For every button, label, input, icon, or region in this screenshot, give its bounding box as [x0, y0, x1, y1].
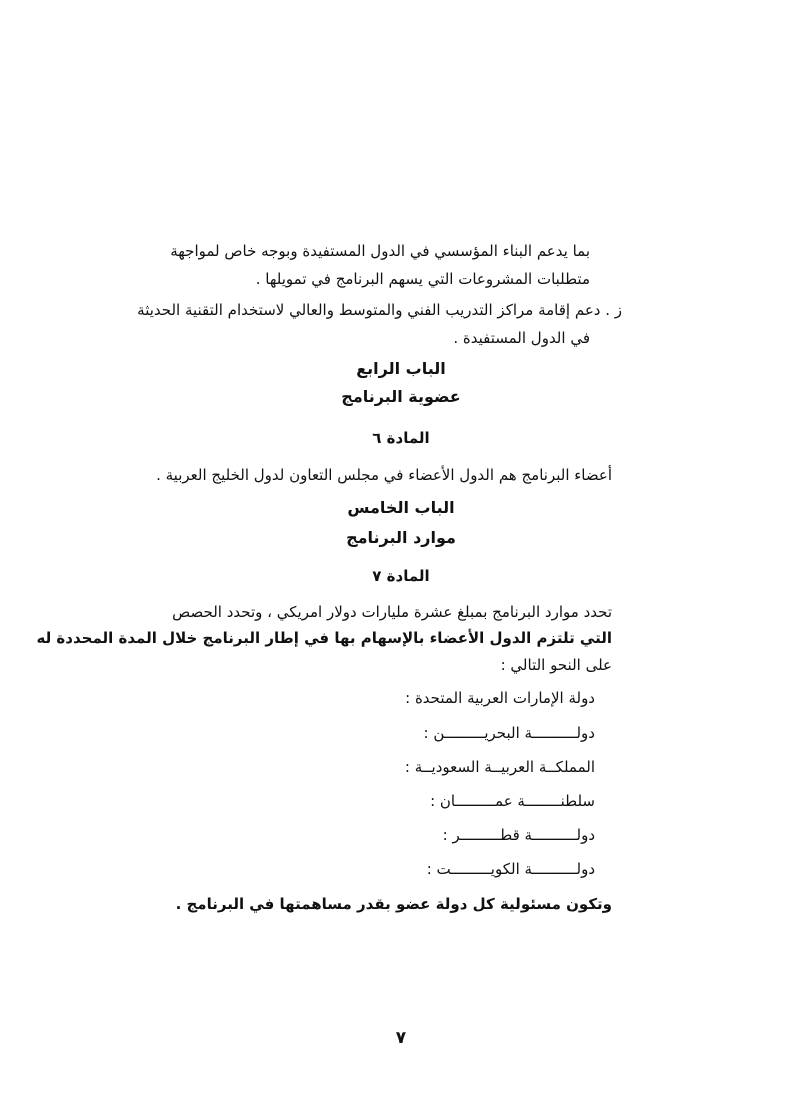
paragraph-line-1: بما يدعم البناء المؤسسي في الدول المستفيدة وبوجه خاص لمواجهة [170, 242, 590, 260]
article-6-heading: المادة ٦ [372, 429, 430, 447]
closing-statement: وتكون مسئولية كل دولة عضو بقدر مساهمتها في البرنامج . [175, 895, 612, 913]
page-number: ٧ [395, 1028, 407, 1048]
article-7-heading: المادة ٧ [372, 567, 430, 585]
chapter-5-subheading: موارد البرنامج [346, 528, 456, 547]
item-z-line-2: في الدول المستفيدة . [453, 329, 590, 347]
country-uae: دولة الإمارات العربية المتحدة : [405, 689, 595, 707]
country-oman: سلطنــــــــة عمـــــــــان : [430, 792, 595, 810]
chapter-4-heading: الباب الرابع [356, 359, 446, 378]
article-7-line-2: التي تلتزم الدول الأعضاء بالإسهام بها في إطار البرنامج خلال المدة المحددة له [36, 629, 612, 647]
article-7-line-3: على النحو التالي : [500, 656, 612, 674]
country-kuwait: دولــــــــــة الكويـــــــــت : [426, 860, 595, 878]
paragraph-line-2: متطلبات المشروعات التي يسهم البرنامج في تمويلها . [255, 270, 590, 288]
article-7-line-1: تحدد موارد البرنامج بمبلغ عشرة مليارات دولار امريكي ، وتحدد الحصص [172, 603, 612, 621]
chapter-5-heading: الباب الخامس [347, 498, 455, 517]
chapter-4-subheading: عضوية البرنامج [341, 387, 461, 406]
country-qatar: دولــــــــــة قطـــــــــر : [442, 826, 595, 844]
item-z-line-1: ز . دعم إقامة مراكز التدريب الفني والمتوسط والعالي لاستخدام التقنية الحديثة [137, 301, 622, 319]
country-bahrain: دولــــــــــة البحريـــــــــن : [423, 724, 595, 742]
country-saudi-arabia: المملكــة العربيــة السعوديــة : [404, 758, 595, 776]
article-6-text: أعضاء البرنامج هم الدول الأعضاء في مجلس التعاون لدول الخليج العربية . [156, 466, 612, 484]
